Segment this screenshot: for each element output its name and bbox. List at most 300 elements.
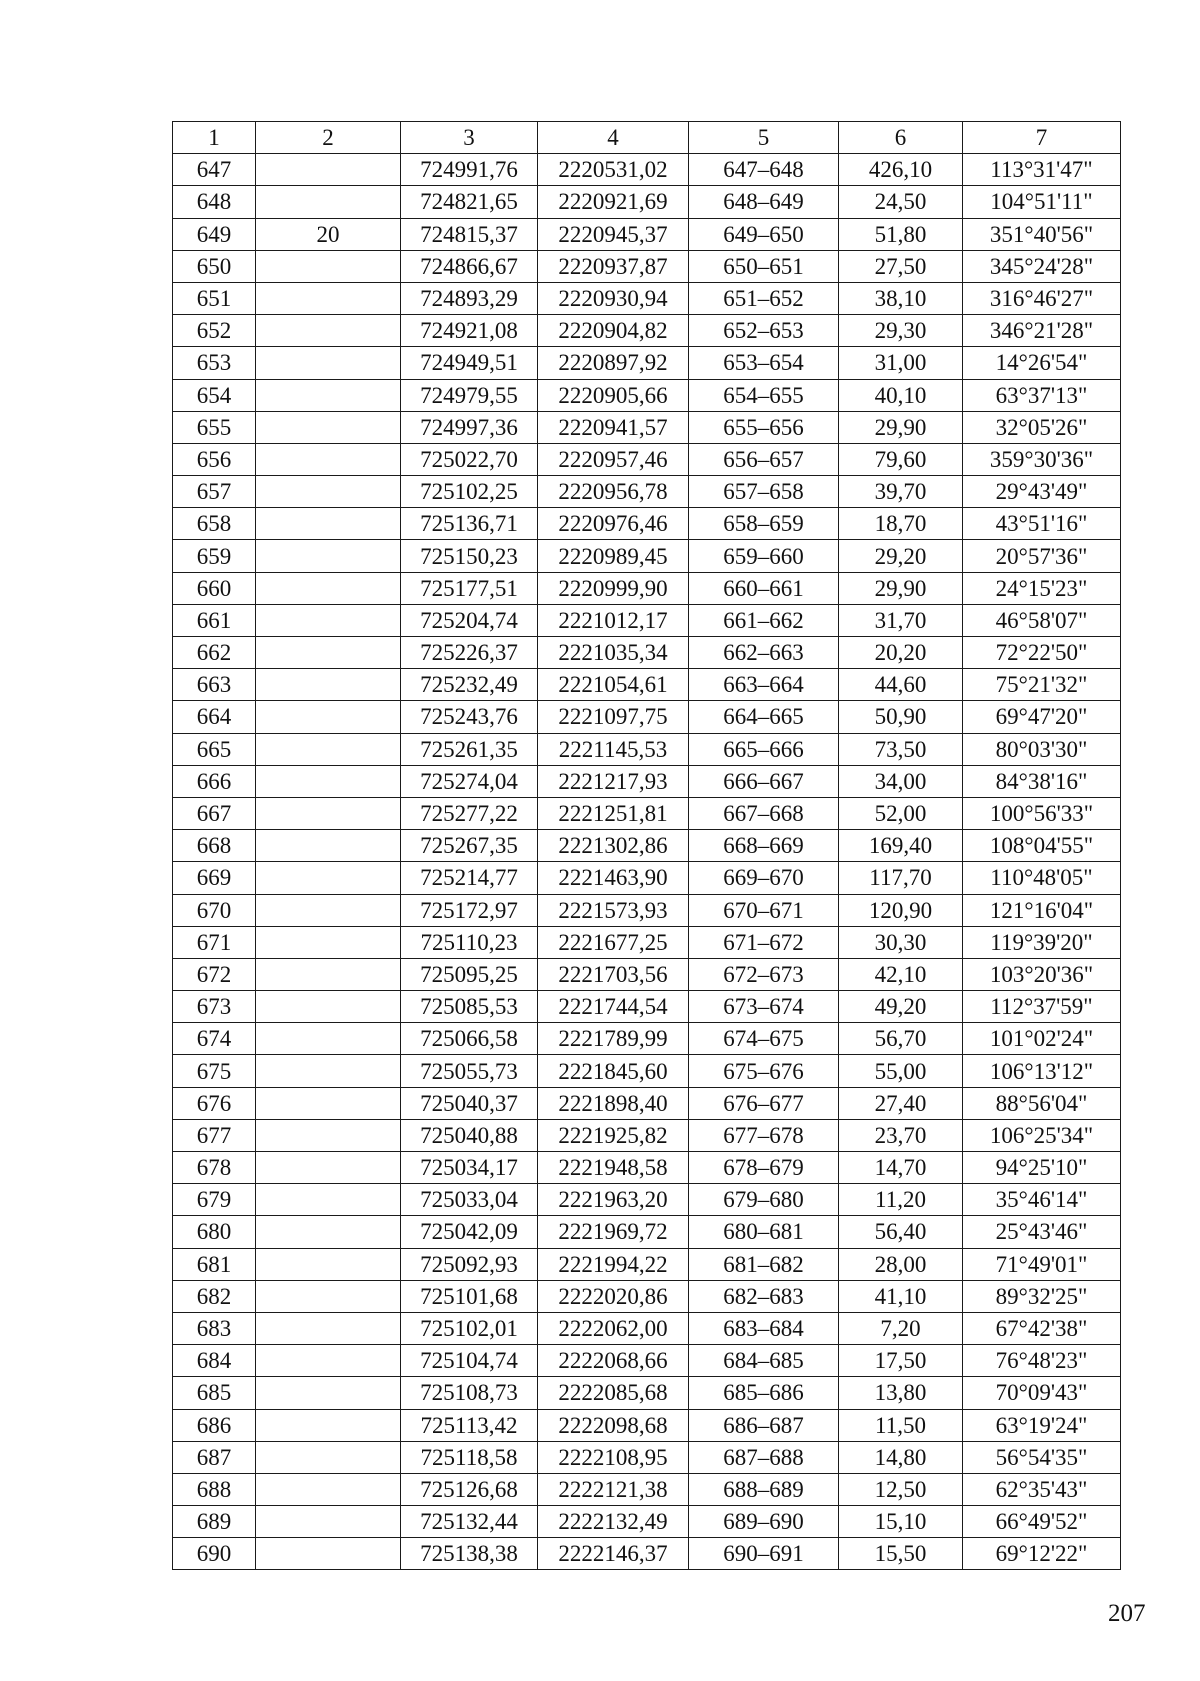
segment-cell: 680–681: [689, 1216, 839, 1248]
bearing-cell: 56°54'35": [963, 1441, 1121, 1473]
x-coordinate-cell: 725177,51: [401, 572, 538, 604]
point-number-cell: 659: [173, 540, 256, 572]
table-row: [173, 1055, 1121, 1087]
y-coordinate-cell: 2220989,45: [538, 540, 689, 572]
column-2-cell: [256, 1506, 401, 1538]
x-coordinate-cell: 724821,65: [401, 186, 538, 218]
table-row: [173, 347, 1121, 379]
x-coordinate-cell: 725102,25: [401, 476, 538, 508]
segment-cell: 662–663: [689, 637, 839, 669]
y-coordinate-cell: 2222108,95: [538, 1441, 689, 1473]
segment-cell: 667–668: [689, 797, 839, 829]
x-coordinate-cell: 725132,44: [401, 1506, 538, 1538]
bearing-cell: 29°43'49": [963, 476, 1121, 508]
x-coordinate-cell: 725055,73: [401, 1055, 538, 1087]
length-cell: 169,40: [839, 830, 963, 862]
bearing-cell: 88°56'04": [963, 1087, 1121, 1119]
x-coordinate-cell: 725267,35: [401, 830, 538, 862]
segment-cell: 687–688: [689, 1441, 839, 1473]
segment-cell: 649–650: [689, 218, 839, 250]
segment-cell: 651–652: [689, 282, 839, 314]
y-coordinate-cell: 2221845,60: [538, 1055, 689, 1087]
y-coordinate-cell: 2220976,46: [538, 508, 689, 540]
column-2-cell: [256, 1216, 401, 1248]
point-number-cell: 668: [173, 830, 256, 862]
column-header: 3: [401, 122, 538, 154]
x-coordinate-cell: 725261,35: [401, 733, 538, 765]
column-2-cell: [256, 508, 401, 540]
point-number-cell: 661: [173, 604, 256, 636]
bearing-cell: 100°56'33": [963, 797, 1121, 829]
point-number-cell: 665: [173, 733, 256, 765]
point-number-cell: 660: [173, 572, 256, 604]
length-cell: 28,00: [839, 1248, 963, 1280]
table-row: [173, 379, 1121, 411]
length-cell: 44,60: [839, 669, 963, 701]
point-number-cell: 666: [173, 765, 256, 797]
length-cell: 11,20: [839, 1184, 963, 1216]
column-2-cell: [256, 830, 401, 862]
column-2-cell: [256, 958, 401, 990]
y-coordinate-cell: 2221097,75: [538, 701, 689, 733]
column-2-cell: [256, 669, 401, 701]
bearing-cell: 351°40'56": [963, 218, 1121, 250]
segment-cell: 677–678: [689, 1119, 839, 1151]
column-2-cell: [256, 1152, 401, 1184]
segment-cell: 686–687: [689, 1409, 839, 1441]
column-2-cell: [256, 1409, 401, 1441]
length-cell: 56,40: [839, 1216, 963, 1248]
x-coordinate-cell: 725108,73: [401, 1377, 538, 1409]
point-number-cell: 658: [173, 508, 256, 540]
segment-cell: 671–672: [689, 926, 839, 958]
table-row: [173, 572, 1121, 604]
column-2-cell: [256, 315, 401, 347]
x-coordinate-cell: 725034,17: [401, 1152, 538, 1184]
segment-cell: 659–660: [689, 540, 839, 572]
y-coordinate-cell: 2221677,25: [538, 926, 689, 958]
segment-cell: 689–690: [689, 1506, 839, 1538]
segment-cell: 664–665: [689, 701, 839, 733]
bearing-cell: 69°12'22": [963, 1538, 1121, 1570]
point-number-cell: 656: [173, 443, 256, 475]
segment-cell: 676–677: [689, 1087, 839, 1119]
segment-cell: 658–659: [689, 508, 839, 540]
segment-cell: 670–671: [689, 894, 839, 926]
table-row: [173, 250, 1121, 282]
bearing-cell: 104°51'11": [963, 186, 1121, 218]
column-2-cell: [256, 443, 401, 475]
y-coordinate-cell: 2220904,82: [538, 315, 689, 347]
segment-cell: 665–666: [689, 733, 839, 765]
length-cell: 31,00: [839, 347, 963, 379]
column-2-cell: [256, 926, 401, 958]
length-cell: 56,70: [839, 1023, 963, 1055]
bearing-cell: 80°03'30": [963, 733, 1121, 765]
length-cell: 12,50: [839, 1473, 963, 1505]
x-coordinate-cell: 725136,71: [401, 508, 538, 540]
y-coordinate-cell: 2220897,92: [538, 347, 689, 379]
y-coordinate-cell: 2222146,37: [538, 1538, 689, 1570]
y-coordinate-cell: 2221012,17: [538, 604, 689, 636]
table-row: [173, 1184, 1121, 1216]
point-number-cell: 670: [173, 894, 256, 926]
y-coordinate-cell: 2221948,58: [538, 1152, 689, 1184]
x-coordinate-cell: 724815,37: [401, 218, 538, 250]
point-number-cell: 663: [173, 669, 256, 701]
table-row: [173, 1538, 1121, 1570]
page-number: 207: [1108, 1600, 1146, 1627]
y-coordinate-cell: 2220531,02: [538, 154, 689, 186]
point-number-cell: 686: [173, 1409, 256, 1441]
point-number-cell: 649: [173, 218, 256, 250]
length-cell: 40,10: [839, 379, 963, 411]
x-coordinate-cell: 725113,42: [401, 1409, 538, 1441]
column-2-cell: [256, 1538, 401, 1570]
point-number-cell: 685: [173, 1377, 256, 1409]
column-2-cell: [256, 282, 401, 314]
column-2-cell: 20: [256, 218, 401, 250]
bearing-cell: 63°37'13": [963, 379, 1121, 411]
bearing-cell: 345°24'28": [963, 250, 1121, 282]
segment-cell: 675–676: [689, 1055, 839, 1087]
segment-cell: 660–661: [689, 572, 839, 604]
y-coordinate-cell: 2221925,82: [538, 1119, 689, 1151]
x-coordinate-cell: 724921,08: [401, 315, 538, 347]
segment-cell: 663–664: [689, 669, 839, 701]
table-row: [173, 1312, 1121, 1344]
y-coordinate-cell: 2221035,34: [538, 637, 689, 669]
table-row: [173, 1473, 1121, 1505]
point-number-cell: 655: [173, 411, 256, 443]
table-row: [173, 1152, 1121, 1184]
x-coordinate-cell: 724893,29: [401, 282, 538, 314]
bearing-cell: 76°48'23": [963, 1345, 1121, 1377]
bearing-cell: 25°43'46": [963, 1216, 1121, 1248]
bearing-cell: 103°20'36": [963, 958, 1121, 990]
table-row: [173, 443, 1121, 475]
length-cell: 14,80: [839, 1441, 963, 1473]
point-number-cell: 654: [173, 379, 256, 411]
column-2-cell: [256, 1312, 401, 1344]
segment-cell: 679–680: [689, 1184, 839, 1216]
segment-cell: 678–679: [689, 1152, 839, 1184]
x-coordinate-cell: 725150,23: [401, 540, 538, 572]
y-coordinate-cell: 2220937,87: [538, 250, 689, 282]
x-coordinate-cell: 725104,74: [401, 1345, 538, 1377]
segment-cell: 668–669: [689, 830, 839, 862]
table-row: [173, 1280, 1121, 1312]
table-row: [173, 1087, 1121, 1119]
length-cell: 29,30: [839, 315, 963, 347]
table-row: [173, 862, 1121, 894]
length-cell: 42,10: [839, 958, 963, 990]
bearing-cell: 67°42'38": [963, 1312, 1121, 1344]
length-cell: 24,50: [839, 186, 963, 218]
table-header-row: [173, 122, 1121, 154]
column-header: 6: [839, 122, 963, 154]
segment-cell: 688–689: [689, 1473, 839, 1505]
table-row: [173, 926, 1121, 958]
segment-cell: 655–656: [689, 411, 839, 443]
bearing-cell: 32°05'26": [963, 411, 1121, 443]
segment-cell: 654–655: [689, 379, 839, 411]
y-coordinate-cell: 2220956,78: [538, 476, 689, 508]
column-2-cell: [256, 411, 401, 443]
y-coordinate-cell: 2221963,20: [538, 1184, 689, 1216]
segment-cell: 683–684: [689, 1312, 839, 1344]
bearing-cell: 346°21'28": [963, 315, 1121, 347]
bearing-cell: 66°49'52": [963, 1506, 1121, 1538]
y-coordinate-cell: 2222062,00: [538, 1312, 689, 1344]
length-cell: 27,40: [839, 1087, 963, 1119]
column-2-cell: [256, 347, 401, 379]
bearing-cell: 35°46'14": [963, 1184, 1121, 1216]
column-2-cell: [256, 991, 401, 1023]
length-cell: 29,90: [839, 572, 963, 604]
segment-cell: 653–654: [689, 347, 839, 379]
point-number-cell: 681: [173, 1248, 256, 1280]
x-coordinate-cell: 724979,55: [401, 379, 538, 411]
x-coordinate-cell: 725204,74: [401, 604, 538, 636]
bearing-cell: 43°51'16": [963, 508, 1121, 540]
length-cell: 23,70: [839, 1119, 963, 1151]
x-coordinate-cell: 725232,49: [401, 669, 538, 701]
column-2-cell: [256, 894, 401, 926]
segment-cell: 652–653: [689, 315, 839, 347]
table-row: [173, 1216, 1121, 1248]
x-coordinate-cell: 724991,76: [401, 154, 538, 186]
table-row: [173, 315, 1121, 347]
x-coordinate-cell: 725172,97: [401, 894, 538, 926]
x-coordinate-cell: 725101,68: [401, 1280, 538, 1312]
column-header: 4: [538, 122, 689, 154]
point-number-cell: 676: [173, 1087, 256, 1119]
column-2-cell: [256, 1055, 401, 1087]
bearing-cell: 70°09'43": [963, 1377, 1121, 1409]
length-cell: 27,50: [839, 250, 963, 282]
column-2-cell: [256, 540, 401, 572]
length-cell: 39,70: [839, 476, 963, 508]
table-row: [173, 701, 1121, 733]
y-coordinate-cell: 2222085,68: [538, 1377, 689, 1409]
length-cell: 15,10: [839, 1506, 963, 1538]
table-row: [173, 218, 1121, 250]
x-coordinate-cell: 724949,51: [401, 347, 538, 379]
table-row: [173, 637, 1121, 669]
point-number-cell: 687: [173, 1441, 256, 1473]
coordinates-table: [172, 121, 1121, 1570]
table-row: [173, 830, 1121, 862]
segment-cell: 661–662: [689, 604, 839, 636]
y-coordinate-cell: 2220905,66: [538, 379, 689, 411]
y-coordinate-cell: 2220921,69: [538, 186, 689, 218]
y-coordinate-cell: 2222068,66: [538, 1345, 689, 1377]
column-2-cell: [256, 1248, 401, 1280]
bearing-cell: 20°57'36": [963, 540, 1121, 572]
bearing-cell: 359°30'36": [963, 443, 1121, 475]
point-number-cell: 662: [173, 637, 256, 669]
table-row: [173, 765, 1121, 797]
y-coordinate-cell: 2220957,46: [538, 443, 689, 475]
y-coordinate-cell: 2222121,38: [538, 1473, 689, 1505]
point-number-cell: 684: [173, 1345, 256, 1377]
point-number-cell: 682: [173, 1280, 256, 1312]
x-coordinate-cell: 725022,70: [401, 443, 538, 475]
point-number-cell: 683: [173, 1312, 256, 1344]
bearing-cell: 63°19'24": [963, 1409, 1121, 1441]
point-number-cell: 679: [173, 1184, 256, 1216]
point-number-cell: 671: [173, 926, 256, 958]
length-cell: 31,70: [839, 604, 963, 636]
column-2-cell: [256, 476, 401, 508]
length-cell: 29,20: [839, 540, 963, 572]
y-coordinate-cell: 2220930,94: [538, 282, 689, 314]
length-cell: 38,10: [839, 282, 963, 314]
y-coordinate-cell: 2222020,86: [538, 1280, 689, 1312]
point-number-cell: 674: [173, 1023, 256, 1055]
y-coordinate-cell: 2221251,81: [538, 797, 689, 829]
x-coordinate-cell: 725066,58: [401, 1023, 538, 1055]
y-coordinate-cell: 2221994,22: [538, 1248, 689, 1280]
column-2-cell: [256, 765, 401, 797]
point-number-cell: 667: [173, 797, 256, 829]
point-number-cell: 672: [173, 958, 256, 990]
table-row: [173, 733, 1121, 765]
point-number-cell: 647: [173, 154, 256, 186]
column-2-cell: [256, 379, 401, 411]
y-coordinate-cell: 2221054,61: [538, 669, 689, 701]
point-number-cell: 651: [173, 282, 256, 314]
column-header: 2: [256, 122, 401, 154]
column-2-cell: [256, 1441, 401, 1473]
point-number-cell: 652: [173, 315, 256, 347]
table-row: [173, 894, 1121, 926]
segment-cell: 681–682: [689, 1248, 839, 1280]
bearing-cell: 113°31'47": [963, 154, 1121, 186]
point-number-cell: 688: [173, 1473, 256, 1505]
y-coordinate-cell: 2221969,72: [538, 1216, 689, 1248]
bearing-cell: 119°39'20": [963, 926, 1121, 958]
x-coordinate-cell: 725277,22: [401, 797, 538, 829]
bearing-cell: 71°49'01": [963, 1248, 1121, 1280]
column-2-cell: [256, 1280, 401, 1312]
x-coordinate-cell: 724997,36: [401, 411, 538, 443]
point-number-cell: 669: [173, 862, 256, 894]
length-cell: 14,70: [839, 1152, 963, 1184]
bearing-cell: 106°13'12": [963, 1055, 1121, 1087]
segment-cell: 657–658: [689, 476, 839, 508]
x-coordinate-cell: 724866,67: [401, 250, 538, 282]
column-2-cell: [256, 604, 401, 636]
segment-cell: 674–675: [689, 1023, 839, 1055]
segment-cell: 656–657: [689, 443, 839, 475]
column-2-cell: [256, 1345, 401, 1377]
x-coordinate-cell: 725274,04: [401, 765, 538, 797]
x-coordinate-cell: 725110,23: [401, 926, 538, 958]
bearing-cell: 108°04'55": [963, 830, 1121, 862]
column-2-cell: [256, 186, 401, 218]
bearing-cell: 106°25'34": [963, 1119, 1121, 1151]
length-cell: 7,20: [839, 1312, 963, 1344]
y-coordinate-cell: 2220999,90: [538, 572, 689, 604]
bearing-cell: 112°37'59": [963, 991, 1121, 1023]
length-cell: 13,80: [839, 1377, 963, 1409]
length-cell: 55,00: [839, 1055, 963, 1087]
y-coordinate-cell: 2222132,49: [538, 1506, 689, 1538]
table-row: [173, 958, 1121, 990]
table-row: [173, 1023, 1121, 1055]
point-number-cell: 653: [173, 347, 256, 379]
x-coordinate-cell: 725095,25: [401, 958, 538, 990]
point-number-cell: 675: [173, 1055, 256, 1087]
table-row: [173, 669, 1121, 701]
segment-cell: 648–649: [689, 186, 839, 218]
length-cell: 52,00: [839, 797, 963, 829]
point-number-cell: 689: [173, 1506, 256, 1538]
segment-cell: 690–691: [689, 1538, 839, 1570]
bearing-cell: 94°25'10": [963, 1152, 1121, 1184]
length-cell: 117,70: [839, 862, 963, 894]
column-2-cell: [256, 1119, 401, 1151]
column-2-cell: [256, 862, 401, 894]
x-coordinate-cell: 725243,76: [401, 701, 538, 733]
point-number-cell: 664: [173, 701, 256, 733]
column-2-cell: [256, 733, 401, 765]
column-2-cell: [256, 1087, 401, 1119]
length-cell: 120,90: [839, 894, 963, 926]
point-number-cell: 690: [173, 1538, 256, 1570]
table-row: [173, 797, 1121, 829]
column-2-cell: [256, 1473, 401, 1505]
table-row: [173, 1409, 1121, 1441]
y-coordinate-cell: 2220941,57: [538, 411, 689, 443]
table-row: [173, 186, 1121, 218]
length-cell: 29,90: [839, 411, 963, 443]
x-coordinate-cell: 725033,04: [401, 1184, 538, 1216]
segment-cell: 669–670: [689, 862, 839, 894]
x-coordinate-cell: 725226,37: [401, 637, 538, 669]
table-row: [173, 154, 1121, 186]
point-number-cell: 673: [173, 991, 256, 1023]
column-2-cell: [256, 797, 401, 829]
column-2-cell: [256, 1184, 401, 1216]
y-coordinate-cell: 2221703,56: [538, 958, 689, 990]
column-2-cell: [256, 637, 401, 669]
bearing-cell: 84°38'16": [963, 765, 1121, 797]
segment-cell: 673–674: [689, 991, 839, 1023]
bearing-cell: 121°16'04": [963, 894, 1121, 926]
column-2-cell: [256, 1377, 401, 1409]
length-cell: 50,90: [839, 701, 963, 733]
bearing-cell: 110°48'05": [963, 862, 1121, 894]
table-row: [173, 540, 1121, 572]
length-cell: 15,50: [839, 1538, 963, 1570]
length-cell: 20,20: [839, 637, 963, 669]
y-coordinate-cell: 2221302,86: [538, 830, 689, 862]
bearing-cell: 14°26'54": [963, 347, 1121, 379]
length-cell: 17,50: [839, 1345, 963, 1377]
x-coordinate-cell: 725042,09: [401, 1216, 538, 1248]
length-cell: 51,80: [839, 218, 963, 250]
x-coordinate-cell: 725092,93: [401, 1248, 538, 1280]
y-coordinate-cell: 2220945,37: [538, 218, 689, 250]
y-coordinate-cell: 2221898,40: [538, 1087, 689, 1119]
x-coordinate-cell: 725118,58: [401, 1441, 538, 1473]
y-coordinate-cell: 2221789,99: [538, 1023, 689, 1055]
table-row: [173, 1506, 1121, 1538]
point-number-cell: 678: [173, 1152, 256, 1184]
